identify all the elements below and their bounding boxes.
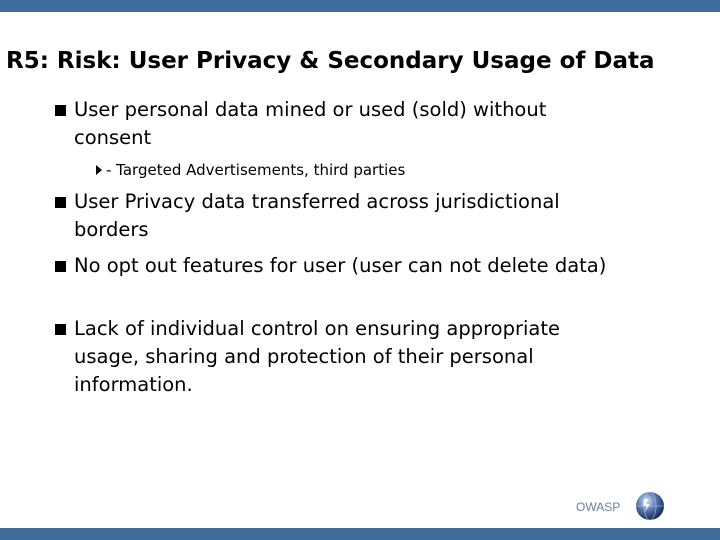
bullet-item [55,252,615,280]
sub-bullet-text: - Targeted Advertisements, third parties [106,161,406,179]
owasp-logo-text: OWASP [576,500,621,514]
square-bullet-icon [55,197,66,208]
square-bullet-icon [55,261,66,272]
bullet-item [55,96,615,152]
triangle-bullet-icon [96,165,102,175]
bullet-item [55,315,615,399]
bullet-text: User personal data mined or used (sold) without consent [74,98,547,149]
square-bullet-icon [55,324,66,335]
bottom-accent-bar [0,528,720,540]
bullet-item [55,188,615,244]
bullet-text: No opt out features for user (user can not delete data) [74,254,607,277]
owasp-globe-icon [634,490,666,522]
bullet-text: User Privacy data transferred across jurisdictional borders [74,190,560,241]
bullet-text: Lack of individual control on ensuring appropriate usage, sharing and protection of their personal information. [74,317,561,396]
square-bullet-icon [55,105,66,116]
sub-bullet-item [96,160,596,180]
slide-title: R5: Risk: User Privacy & Secondary Usage of Data [6,48,655,74]
